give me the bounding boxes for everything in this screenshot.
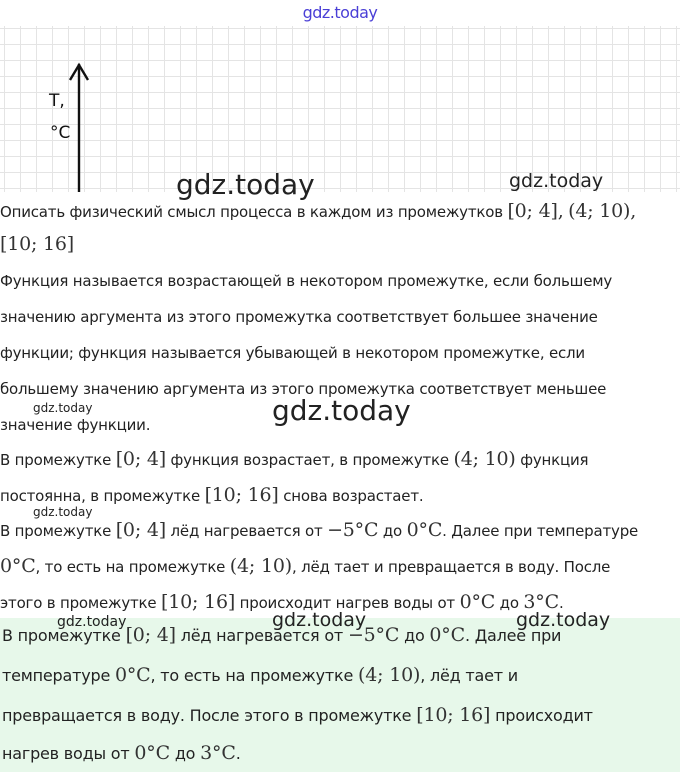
watermark: gdz.today [33, 505, 93, 519]
task-line-2: [10; 16] [0, 233, 75, 255]
watermark: gdz.today [516, 609, 611, 631]
watermark: gdz.today [272, 394, 411, 427]
definition-line: Функция называется возрастающей в некотором промежутке, если большему [0, 272, 613, 290]
axis-label-temperature: T, [49, 91, 65, 111]
analysis-line-1: В промежутке [0; 4] функция возрастает, в промежутке (4; 10) функция [0, 448, 589, 470]
watermark: gdz.today [509, 170, 604, 192]
answer-box [0, 618, 680, 772]
explanation-line-2: 0°C, то есть на промежутке (4; 10), лёд тает и превращается в воду. После [0, 555, 611, 577]
watermark: gdz.today [57, 614, 127, 630]
watermark: gdz.today [33, 401, 93, 415]
definition-line: функции; функция называется убывающей в некотором промежутке, если [0, 344, 585, 362]
site-header-logo[interactable]: gdz.today [302, 3, 378, 22]
task-line-1: Описать физический смысл процесса в каждом из промежутков [0; 4], (4; 10), [0, 200, 637, 222]
analysis-line-2: постоянна, в промежутке [10; 16] снова возрастает. [0, 484, 424, 506]
definition-line: значение функции. [0, 416, 151, 434]
definition-line: значению аргумента из этого промежутка соответствует большее значение [0, 308, 598, 326]
answer-line-1: В промежутке [0; 4] лёд нагревается от −5°C до 0°C. Далее при [2, 624, 562, 646]
explanation-line-3: этого в промежутке [10; 16] происходит нагрев воды от 0°C до 3°C. [0, 591, 564, 613]
answer-line-2: температуре 0°C, то есть на промежутке (4; 10), лёд тает и [2, 664, 518, 686]
watermark: gdz.today [272, 609, 367, 631]
axis-label-celsius: °C [50, 123, 71, 143]
explanation-line-1: В промежутке [0; 4] лёд нагревается от −5°C до 0°C. Далее при температуре [0, 519, 639, 541]
definition-line: большему значению аргумента из этого промежутка соответствует меньшее [0, 380, 607, 398]
watermark: gdz.today [176, 168, 315, 201]
answer-line-4: нагрев воды от 0°C до 3°C. [2, 742, 241, 764]
answer-line-3: превращается в воду. После этого в промежутке [10; 16] происходит [2, 704, 593, 726]
graph-grid [0, 26, 680, 192]
